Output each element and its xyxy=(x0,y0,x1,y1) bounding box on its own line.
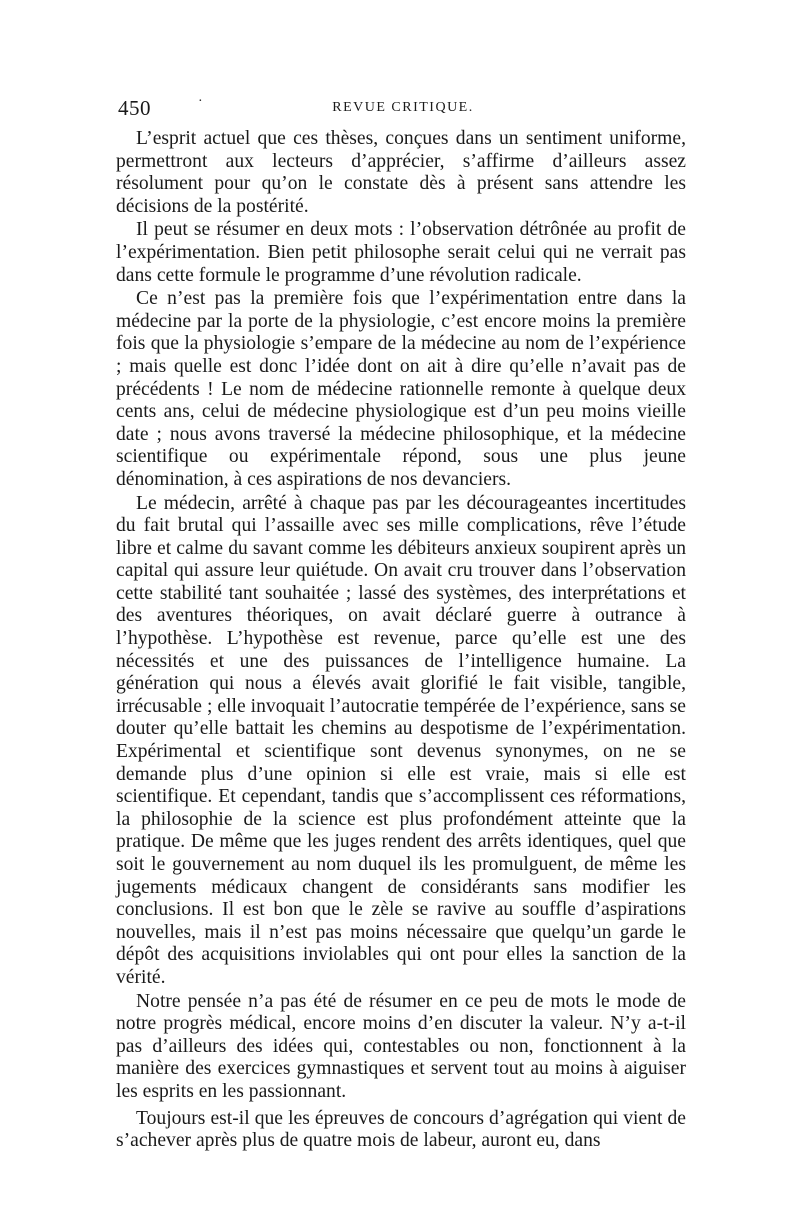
journal-title: REVUE CRITIQUE. xyxy=(332,100,474,115)
header-dot: · xyxy=(198,94,203,109)
paragraph-3: Ce n’est pas la première fois que l’expérimentation entre dans la médecine par la porte de la physiologie, c’est encore moins la première fois que la physiologie s’empare de la médecine au nom de l’expérience ; mais quelle est donc l’idée dont on ait à dire qu’elle n’avait pas de précédents ! Le nom de médecine rationnelle remonte à quelque deux cents ans, celui de médecine physiologique est d’un peu moins vieille date ; nous avons traversé la médecine philosophique, et la médecine scientifique ou expérimentale répond, sous une plus jeune dénomination, à ces aspirations de nos devanciers. xyxy=(116,288,686,490)
paragraph-2: Il peut se résumer en deux mots : l’observation détrônée au profit de l’expérimentation. Bien petit philosophe serait celui qui ne verrait pas dans cette formule le programme d’une révolution radicale. xyxy=(116,219,686,286)
running-head xyxy=(118,96,688,124)
paragraph-1: L’esprit actuel que ces thèses, conçues dans un sentiment uniforme, permettront aux lecteurs d’apprécier, s’affirme d’ailleurs assez résolument pour qu’on le constate dès à présent sans attendre les décisions de la postérité. xyxy=(116,128,686,217)
paragraph-6: Toujours est-il que les épreuves de concours d’agrégation qui vient de s’achever après plus de quatre mois de labeur, auront eu, dans xyxy=(116,1107,686,1152)
page-number: 450 xyxy=(118,96,151,120)
body-text xyxy=(116,128,686,1153)
paragraph-5: Notre pensée n’a pas été de résumer en ce peu de mots le mode de notre progrès médical, encore moins d’en discuter la valeur. N’y a-t-il pas d’ailleurs des idées qui, contestables ou non, fonctionnent à la manière des exercices gymnastiques et servent tout au moins à aiguiser les esprits en les passionnant. xyxy=(116,990,686,1102)
paragraph-4: Le médecin, arrêté à chaque pas par les décourageantes incertitudes du fait brutal qui l’assaille avec ses mille complications, rêve l’étude libre et calme du savant comme les débiteurs anxieux soupirent après un capital qui assure leur quiétude. On avait cru trouver dans l’observation cette stabilité tant souhaitée ; lassé des systèmes, des interprétations et des aventures théoriques, on avait déclaré guerre à outrance à l’hypothèse. L’hypothèse est revenue, parce qu’elle est une des nécessités et une des puissances de l’intelligence humaine. La génération qui nous a élevés avait glorifié le fait visible, tangible, irrécusable ; elle invoquait l’autocratie tempérée de l’expérience, sans se douter qu’elle battait les chemins au despotisme de l’expérimentation. Expérimental et scientifique sont devenus synonymes, on ne se demande plus d’une opinion si elle est vraie, mais si elle est scientifique. Et cependant, tandis que s’accomplissent ces réformations, la philosophie de la science est plus profondément atteinte que la pratique. De même que les juges rendent des arrêts identiques, quel que soit le gouvernement au nom duquel ils les promulguent, de même les jugements médicaux changent de considérants sans modifier les conclusions. Il est bon que le zèle se ravive au souffle d’aspirations nouvelles, mais il n’est pas moins nécessaire que quelqu’un garde le dépôt des acquisitions inviolables qui ont pour elles la sanction de la vérité. xyxy=(116,492,686,988)
